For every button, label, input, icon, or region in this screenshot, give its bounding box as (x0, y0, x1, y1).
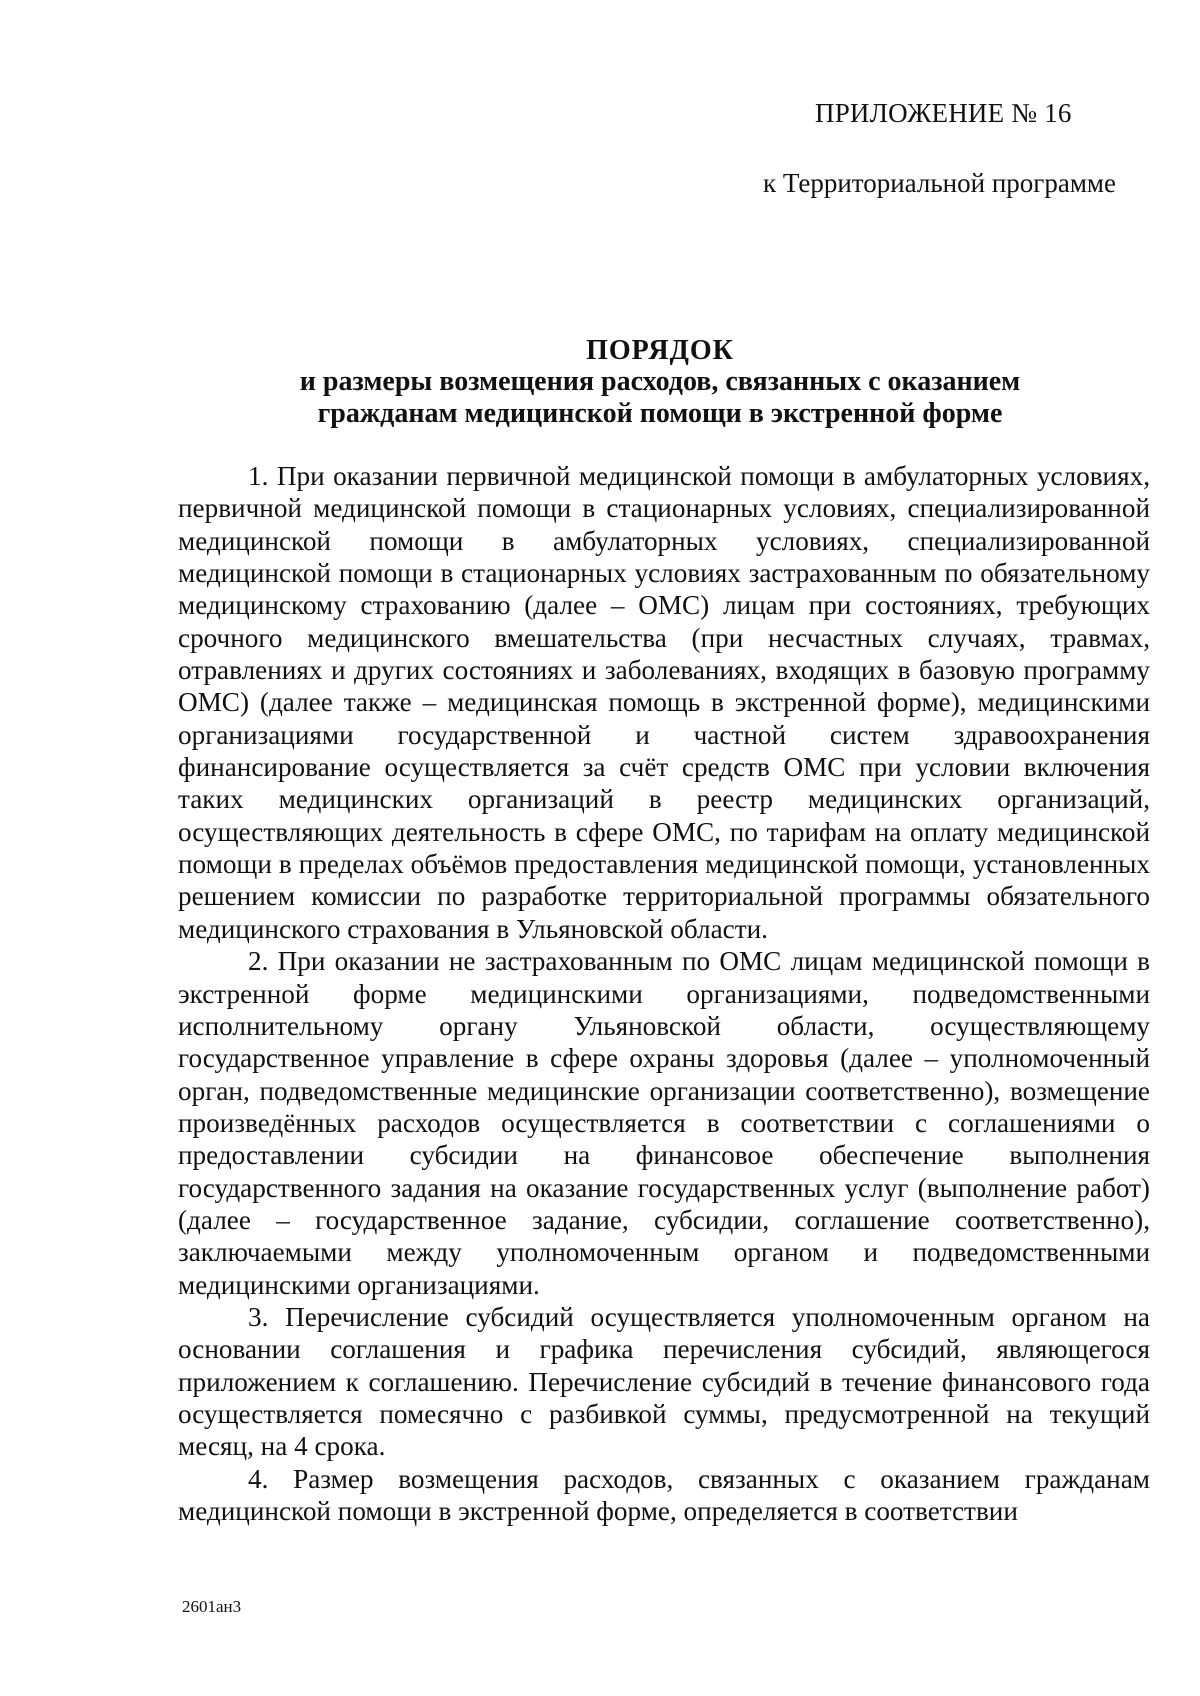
appendix-number: ПРИЛОЖЕНИЕ № 16 (815, 98, 1072, 128)
document-code: 2601ан3 (182, 1597, 242, 1616)
document-title: ПОРЯДОК (586, 335, 734, 366)
paragraph-3: 3. Перечисление субсидий осуществляется уполномоченным органом на основании соглашения и графика перечисления субсидий, являющегося приложением к соглашению. Перечисление субсидий в течение финансового года осуществляется помесячно с разбивкой суммы, предусмотренной на текущий месяц, на 4 срока. (178, 1301, 1150, 1462)
document-subtitle-line-1: и размеры возмещения расходов, связанных с оказанием (299, 366, 1021, 397)
paragraph-2: 2. При оказании не застрахованным по ОМС лицам медицинской помощи в экстренной форме медицинскими организациями, подведомственными исполнительному органу Ульяновской области, осуществляющему государственное управление в сфере охраны здоровья (далее – уполномоченный орган, подведомственные медицинские организации соответственно), возмещение произведённых расходов осуществляется в соответствии с соглашениями о предоставлении субсидии на финансовое обеспечение выполнения государственного задания на оказание государственных услуг (выполнение работ) (далее – государственное задание, субсидии, соглашение соответственно), заключаемыми между уполномоченным органом и подведомственными медицинскими организациями. (178, 946, 1150, 1300)
paragraph-1: 1. При оказании первичной медицинской помощи в амбулаторных условиях, первичной медицинской помощи в стационарных условиях, специализированной медицинской помощи в амбулаторных условиях, специализированной медицинской помощи в стационарных условиях застрахованным по обязательному медицинскому страхованию (далее – ОМС) лицам при состояниях, требующих срочного медицинского вмешательства (при несчастных случаях, травмах, отравлениях и других состояниях и заболеваниях, входящих в базовую программу ОМС) (далее также – медицинская помощь в экстренной форме), медицинскими организациями государственной и частной систем здравоохранения финансирование осуществляется за счёт средств ОМС при условии включения таких медицинских организаций в реестр медицинских организаций, осуществляющих деятельность в сфере ОМС, по тарифам на оплату медицинской помощи в пределах объёмов предоставления медицинской помощи, установленных решением комиссии по разработке территориальной программы обязательного медицинского страхования в Ульяновской области. (178, 461, 1150, 944)
document-body (178, 460, 1150, 1527)
appendix-reference: к Территориальной программе (763, 168, 1116, 198)
paragraph-4: 4. Размер возмещения расходов, связанных с оказанием гражданам медицинской помощи в экстренной форме, определяется в соответствии (178, 1463, 1150, 1526)
document-subtitle-line-2: гражданам медицинской помощи в экстренной форме (317, 398, 1003, 429)
